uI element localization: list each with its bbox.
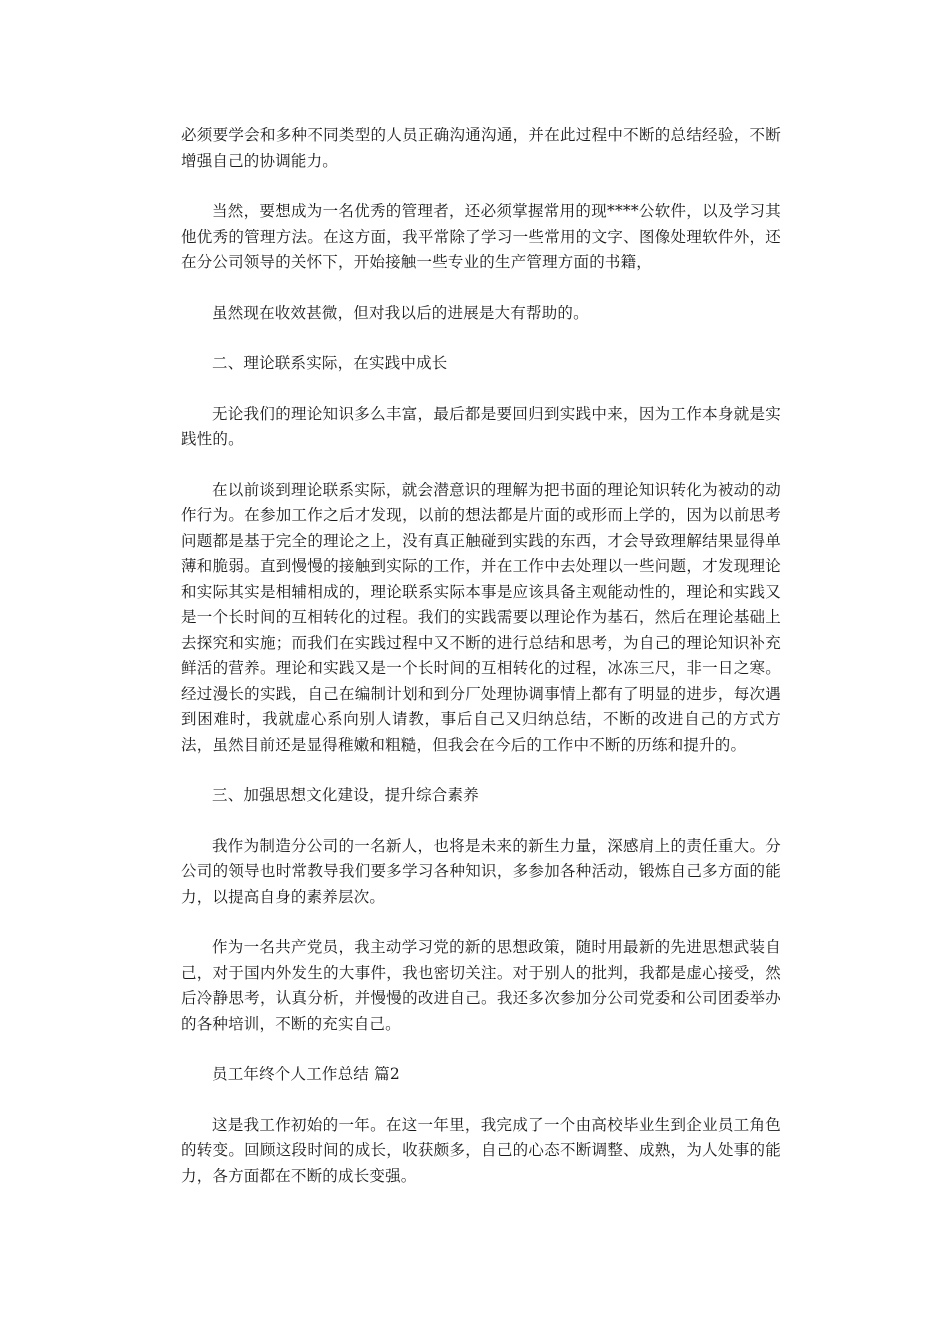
paragraph-theory-detail: 在以前谈到理论联系实际，就会潜意识的理解为把书面的理论知识转化为被动的动作行为。在参加工作之后才发现，以前的想法都是片面的或形而上学的，因为以前思考问题都是基于完全的理论之上，没有真正触碰到实践的东西，才会导致理解结果显得单薄和脆弱。直到慢慢的接触到实际的工作，并在工作中去处理以一些问题，才发现理论和实际其实是相辅相成的，理论联系实际本事是应该具备主观能动性的，理论和实践又是一个长时间的互相转化的过程。我们的实践需要以理论作为基石，然后在理论基础上去探究和实施；而我们在实践过程中又不断的进行总结和思考，为自己的理论知识补充鲜活的营养。理论和实践又是一个长时间的互相转化的过程，冰冻三尺，非一日之寒。经过漫长的实践，自己在编制计划和到分厂处理协调事情上都有了明显的进步，每次遇到困难时，我就虚心系向别人请教，事后自己又归纳总结，不断的改进自己的方式方法，虽然目前还是显得稚嫩和粗糙，但我会在今后的工作中不断的历练和提升的。 — [181, 480, 781, 754]
paragraph-coordination: 必须要学会和多种不同类型的人员正确沟通沟通，并在此过程中不断的总结经验，不断增强自己的协调能力。 — [181, 126, 781, 170]
section-heading-2: 二、理论联系实际，在实践中成长 — [212, 354, 448, 372]
paragraph-party-member: 作为一名共产党员，我主动学习党的新的思想政策，随时用最新的先进思想武装自己，对于国内外发生的大事件，我也密切关注。对于别人的批判，我都是虚心接受，然后冷静思考，认真分析，并慢慢的改进自己。我还多次参加分公司党委和公司团委举办的各种培训，不断的充实自己。 — [181, 938, 781, 1033]
section-heading-3: 三、加强思想文化建设，提升综合素养 — [212, 786, 479, 804]
article-title-part-2: 员工年终个人工作总结 篇2 — [212, 1065, 400, 1083]
paragraph-management-skills: 当然，要想成为一名优秀的管理者，还必须掌握常用的现****公软件，以及学习其他优秀的管理方法。在这方面，我平常除了学习一些常用的文字、图像处理软件外，还在分公司领导的关怀下，开始接触一些专业的生产管理方面的书籍， — [181, 202, 781, 271]
document-body — [181, 123, 781, 1214]
paragraph-theory-practice: 无论我们的理论知识多么丰富，最后都是要回归到实践中来，因为工作本身就是实践性的。 — [181, 404, 781, 448]
paragraph-first-year: 这是我工作初始的一年。在这一年里，我完成了一个由高校毕业生到企业员工角色的转变。回顾这段时间的成长，收获颇多，自己的心态不断调整、成熟，为人处事的能力，各方面都在不断的成长变强。 — [181, 1115, 781, 1185]
paragraph-progress: 虽然现在收效甚微，但对我以后的进展是大有帮助的。 — [212, 303, 589, 322]
paragraph-new-member: 我作为制造分公司的一名新人，也将是未来的新生力量，深感肩上的责任重大。分公司的领导也时常教导我们要多学习各种知识，多参加各种活动，锻炼自己多方面的能力，以提高自身的素养层次。 — [181, 836, 781, 906]
